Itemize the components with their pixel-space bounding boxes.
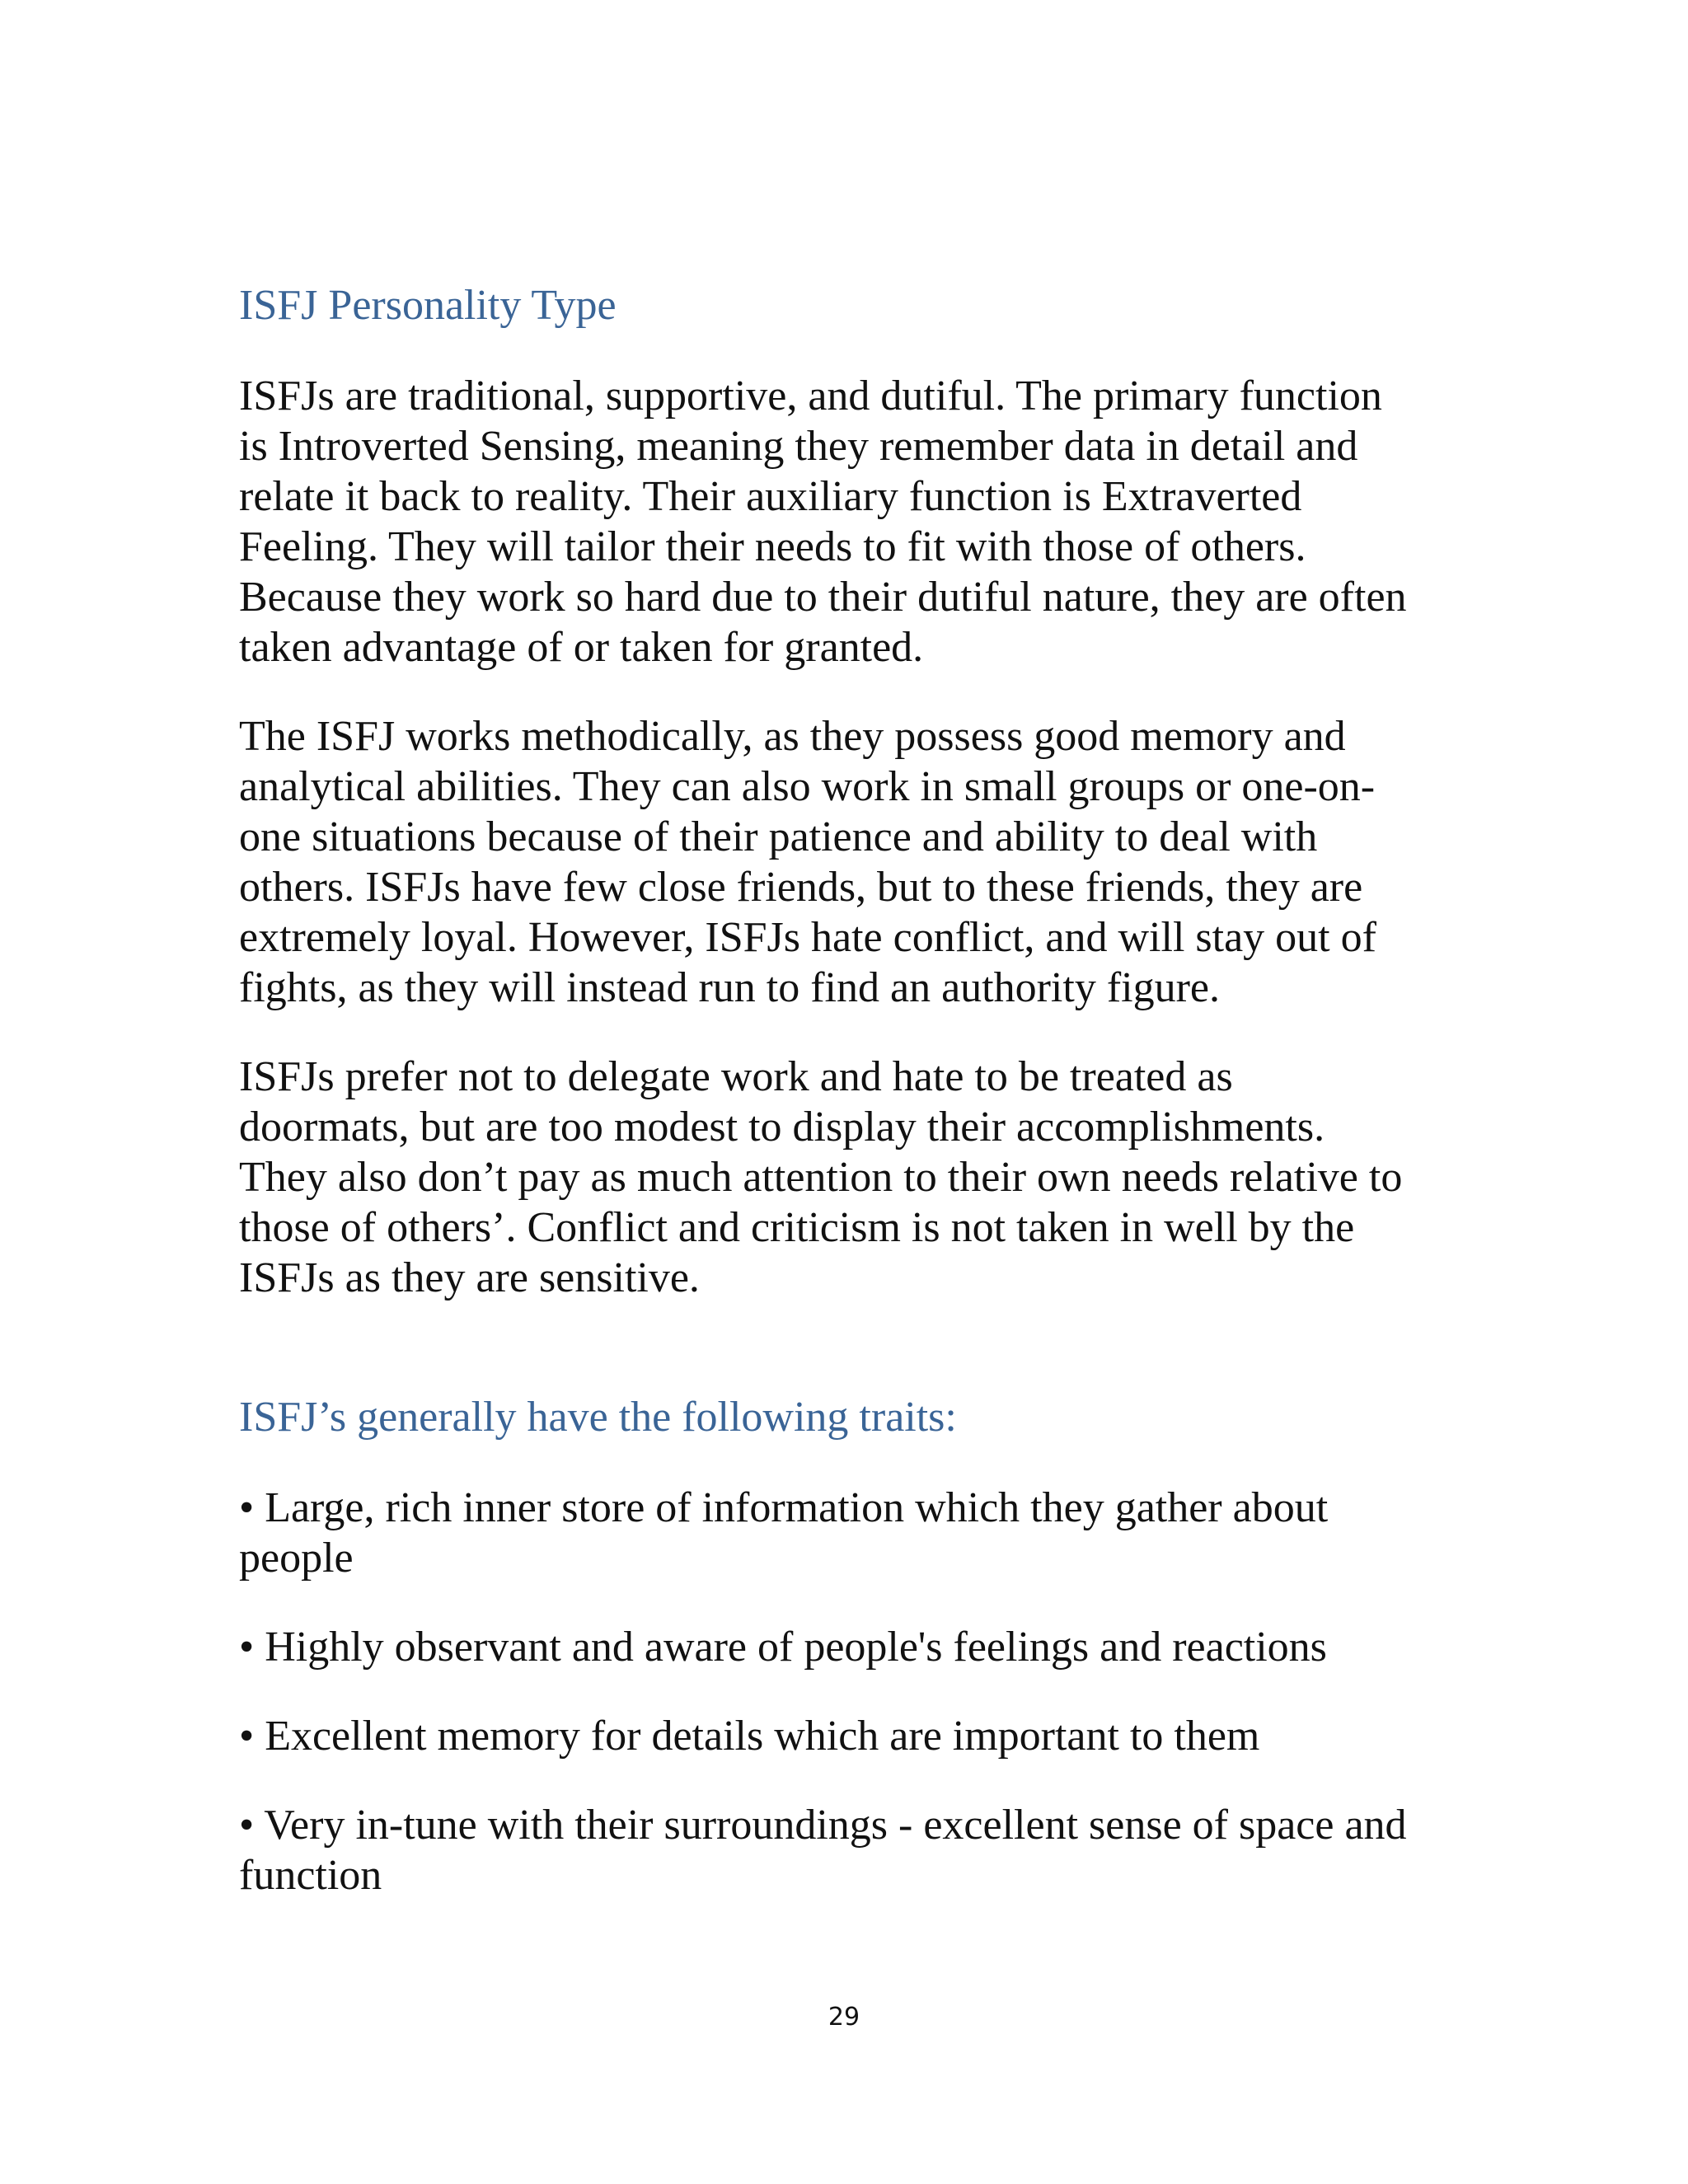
paragraph-preferences: ISFJs prefer not to delegate work and hate to be treated as doormats, but are too modest to display their accomplishments. They also don’t pay as much attention to their own needs relative to those of others’. Conflict and criticism is not taken in well by the ISFJs as they are sensitive. <box>239 1053 1403 1301</box>
traits-list <box>239 1483 1475 1900</box>
trait-list-item: • Very in-tune with their surroundings - excellent sense of space and function <box>239 1802 1407 1899</box>
paragraph-work-style: The ISFJ works methodically, as they possess good memory and analytical abilities. They can also work in small groups or one-on- one situations because of their patience and ability to deal with others. ISFJs have few close friends, but to these friends, they are extremely loyal. However, ISFJs hate conflict, and will stay out of fights, as they will instead run to find an authority figure. <box>239 713 1376 1011</box>
trait-list-item: • Highly observant and aware of people's feelings and reactions <box>239 1624 1327 1671</box>
page-number: 29 <box>828 2003 860 2032</box>
section-heading-isfj-personality-type: ISFJ Personality Type <box>239 282 617 329</box>
trait-list-item: • Large, rich inner store of information which they gather about people <box>239 1484 1329 1582</box>
trait-list-item: • Excellent memory for details which are important to them <box>239 1713 1260 1760</box>
page-content <box>239 280 1475 1900</box>
section-heading-traits: ISFJ’s generally have the following traits: <box>239 1394 957 1441</box>
paragraph-overview: ISFJs are traditional, supportive, and dutiful. The primary function is Introverted Sensing, meaning they remember data in detail and relate it back to reality. Their auxiliary function is Extraverted Feeling. They will tailor their needs to fit with those of others. Because they work so hard due to their dutiful nature, they are often taken advantage of or taken for granted. <box>239 373 1407 671</box>
